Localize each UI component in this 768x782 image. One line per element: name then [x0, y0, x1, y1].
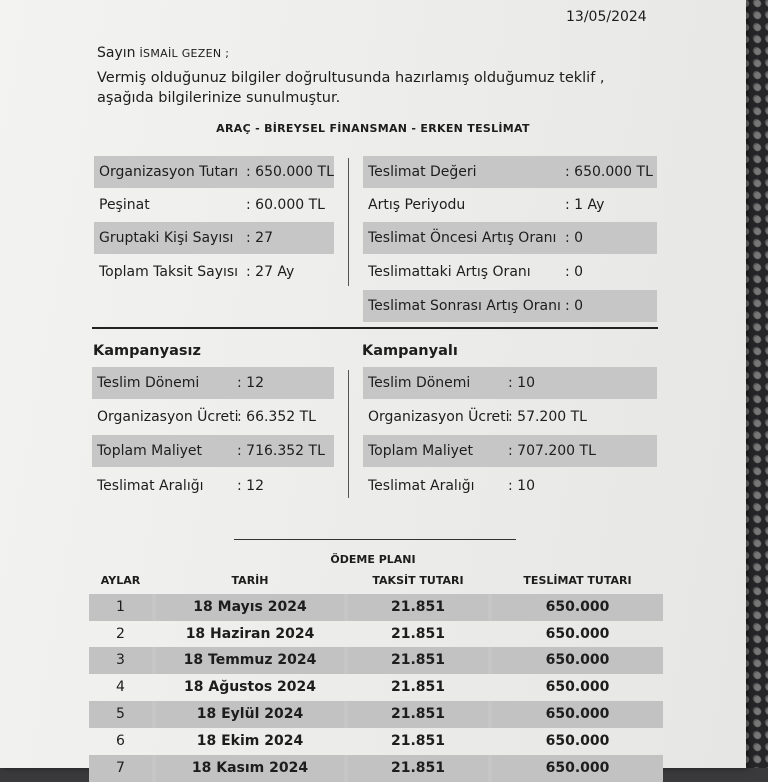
info-value: : 650.000 TL	[246, 164, 334, 180]
info-label: Toplam Taksit Sayısı	[99, 264, 239, 280]
cell-delivery: 650.000	[492, 755, 663, 782]
cell-date: 18 Temmuz 2024	[156, 647, 344, 674]
info-value: : 0	[565, 264, 584, 280]
info-label: Teslimat Aralığı	[368, 478, 475, 494]
info-row	[92, 435, 334, 467]
info-row	[92, 401, 334, 433]
info-label: Organizasyon Ücreti	[368, 409, 510, 425]
info-value: : 707.200 TL	[508, 443, 596, 459]
cell-delivery: 650.000	[492, 594, 663, 621]
info-label: Teslim Dönemi	[97, 375, 200, 391]
cell-delivery: 650.000	[492, 647, 663, 674]
cell-date: 18 Kasım 2024	[156, 755, 344, 782]
document-title	[0, 122, 746, 135]
cell-delivery: 650.000	[492, 701, 663, 728]
info-label: Teslimat Öncesi Artış Oranı	[368, 230, 557, 246]
table-row	[89, 728, 663, 755]
info-row	[363, 290, 657, 322]
cell-installment: 21.851	[348, 647, 488, 674]
info-value: : 10	[508, 375, 535, 391]
cell-month: 3	[89, 647, 152, 674]
table-row	[89, 755, 663, 782]
info-value: : 27 Ay	[246, 264, 295, 280]
column-header: TARİH	[231, 574, 269, 587]
greeting	[97, 45, 229, 61]
cell-installment: 21.851	[390, 733, 446, 749]
info-value: : 60.000 TL	[246, 197, 325, 213]
intro-line-2: aşağıda bilgilerinize sunulmuştur.	[97, 90, 341, 106]
cell-installment: 21.851	[390, 679, 446, 695]
cell-date: 18 Ağustos 2024	[184, 679, 316, 695]
info-row	[363, 256, 657, 288]
info-label: Teslimattaki Artış Oranı	[368, 264, 531, 280]
info-row	[92, 470, 334, 502]
info-row	[363, 367, 657, 399]
info-row	[94, 189, 334, 221]
table-row	[89, 701, 663, 728]
cell-month: 1	[89, 594, 152, 621]
info-label: Teslimat Aralığı	[97, 478, 204, 494]
info-value: : 716.352 TL	[237, 443, 325, 459]
info-row	[363, 470, 657, 502]
document-date: 13/05/2024	[566, 9, 647, 25]
info-value: : 650.000 TL	[565, 164, 653, 180]
intro-line-1: Vermiş olduğunuz bilgiler doğrultusunda hazırlamış olduğumuz teklif ,	[97, 70, 605, 86]
cell-delivery: 650.000	[545, 679, 610, 695]
cell-installment: 21.851	[348, 755, 488, 782]
cell-installment: 21.851	[390, 626, 446, 642]
info-label: Peşinat	[99, 197, 150, 213]
table-row	[89, 674, 663, 701]
info-value: : 12	[237, 478, 264, 494]
info-label: Gruptaki Kişi Sayısı	[99, 230, 234, 246]
info-label: Teslim Dönemi	[368, 375, 471, 391]
info-value: : 57.200 TL	[508, 409, 587, 425]
cell-installment: 21.851	[348, 701, 488, 728]
info-row	[94, 222, 334, 254]
plan-title: ÖDEME PLANI	[330, 553, 416, 566]
cell-month: 5	[89, 701, 152, 728]
cell-month: 7	[89, 755, 152, 782]
cell-date: 18 Ekim 2024	[196, 733, 304, 749]
info-row	[94, 256, 334, 288]
salutation: Sayın	[97, 45, 136, 61]
section-divider	[92, 327, 658, 329]
intro-message	[97, 68, 605, 108]
info-value: : 1 Ay	[565, 197, 605, 213]
info-value: : 0	[565, 230, 584, 246]
column-divider	[348, 370, 349, 498]
column-divider	[348, 158, 349, 286]
info-row	[363, 222, 657, 254]
info-label: Toplam Maliyet	[368, 443, 474, 459]
info-row	[94, 156, 334, 188]
table-row	[89, 621, 663, 648]
cell-month: 2	[116, 626, 125, 642]
table-row	[89, 647, 663, 674]
info-value: : 0	[565, 298, 584, 314]
info-row	[363, 189, 657, 221]
info-label: Organizasyon Ücreti	[97, 409, 239, 425]
cell-delivery: 650.000	[545, 626, 610, 642]
cell-date: 18 Eylül 2024	[156, 701, 344, 728]
customer-name: İSMAİL GEZEN ;	[139, 47, 230, 60]
cell-date: 18 Mayıs 2024	[156, 594, 344, 621]
document-title-text: ARAÇ - BİREYSEL FİNANSMAN - ERKEN TESLİMAT	[216, 122, 530, 135]
info-row	[363, 156, 657, 188]
cell-month: 4	[116, 679, 125, 695]
info-value: : 12	[237, 375, 264, 391]
info-label: Toplam Maliyet	[97, 443, 203, 459]
cell-installment: 21.851	[348, 594, 488, 621]
info-label: Teslimat Sonrası Artış Oranı	[368, 298, 561, 314]
cell-month: 6	[116, 733, 125, 749]
info-value: : 66.352 TL	[237, 409, 316, 425]
info-label: Organizasyon Tutarı	[99, 164, 239, 180]
column-header: AYLAR	[100, 574, 141, 587]
kampanyali-heading: Kampanyalı	[362, 343, 458, 359]
info-row	[92, 367, 334, 399]
cell-delivery: 650.000	[545, 733, 610, 749]
column-header: TAKSİT TUTARI	[372, 574, 464, 587]
info-value: : 10	[508, 478, 535, 494]
info-value: : 27	[246, 230, 273, 246]
column-header: TESLİMAT TUTARI	[523, 574, 632, 587]
info-row	[363, 435, 657, 467]
info-label: Teslimat Değeri	[368, 164, 477, 180]
table-row	[89, 594, 663, 621]
kampanyasiz-heading: Kampanyasız	[93, 343, 201, 359]
cell-date: 18 Haziran 2024	[185, 626, 315, 642]
plan-divider	[234, 539, 516, 540]
info-label: Artış Periyodu	[368, 197, 466, 213]
info-row	[363, 401, 657, 433]
